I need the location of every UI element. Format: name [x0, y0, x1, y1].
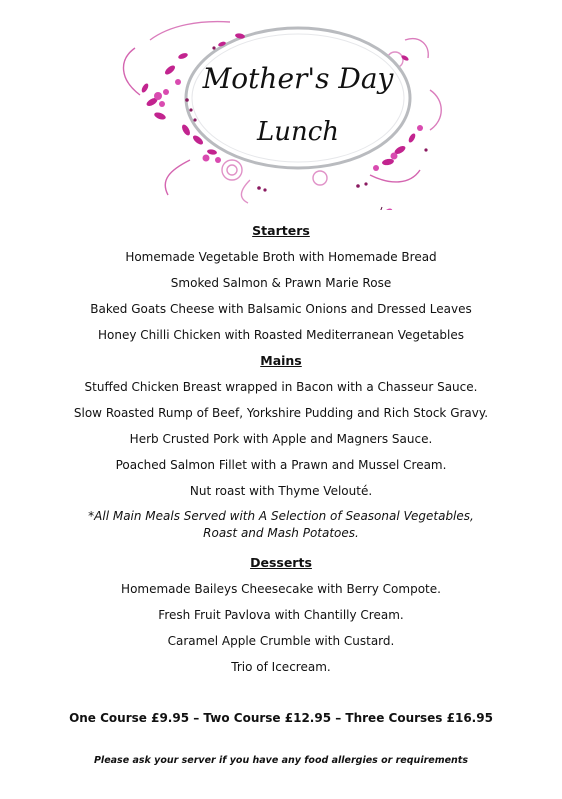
- section-heading-mains: Mains: [260, 353, 302, 368]
- butterfly-icon: [363, 207, 393, 210]
- note-line: Roast and Mash Potatoes.: [203, 526, 359, 540]
- header-floral-banner: [0, 0, 562, 210]
- menu-title-line1: Mother's Day: [202, 62, 394, 95]
- section-heading-starters: Starters: [252, 223, 310, 238]
- menu-item: Homemade Vegetable Broth with Homemade Bread: [125, 250, 437, 264]
- menu-body: [0, 222, 562, 684]
- mains-side-note: [0, 508, 562, 542]
- menu-item: Baked Goats Cheese with Balsamic Onions and Dressed Leaves: [90, 302, 472, 316]
- course-pricing: One Course £9.95 – Two Course £12.95 – Three Courses £16.95: [69, 711, 493, 725]
- menu-item: Caramel Apple Crumble with Custard.: [167, 634, 395, 648]
- menu-item: Trio of Icecream.: [231, 660, 331, 674]
- menu-item: Fresh Fruit Pavlova with Chantilly Cream.: [158, 608, 404, 622]
- note-line: *All Main Meals Served with A Selection of Seasonal Vegetables,: [88, 509, 474, 523]
- menu-item: Nut roast with Thyme Velouté.: [189, 484, 373, 498]
- section-heading-desserts: Desserts: [250, 555, 312, 570]
- menu-item: Honey Chilli Chicken with Roasted Mediterranean Vegetables: [97, 328, 465, 342]
- menu-item: Stuffed Chicken Breast wrapped in Bacon with a Chasseur Sauce.: [84, 380, 478, 394]
- menu-item: Smoked Salmon & Prawn Marie Rose: [170, 276, 392, 290]
- menu-item: Homemade Baileys Cheesecake with Berry Compote.: [121, 582, 441, 596]
- menu-item: Slow Roasted Rump of Beef, Yorkshire Pudding and Rich Stock Gravy.: [73, 406, 489, 420]
- menu-item: Poached Salmon Fillet with a Prawn and Mussel Cream.: [115, 458, 447, 472]
- title-oval-frame: [186, 28, 410, 168]
- menu-item: Herb Crusted Pork with Apple and Magners Sauce.: [129, 432, 433, 446]
- allergy-note: Please ask your server if you have any food allergies or requirements: [93, 755, 469, 766]
- menu-title-line2: Lunch: [256, 117, 340, 147]
